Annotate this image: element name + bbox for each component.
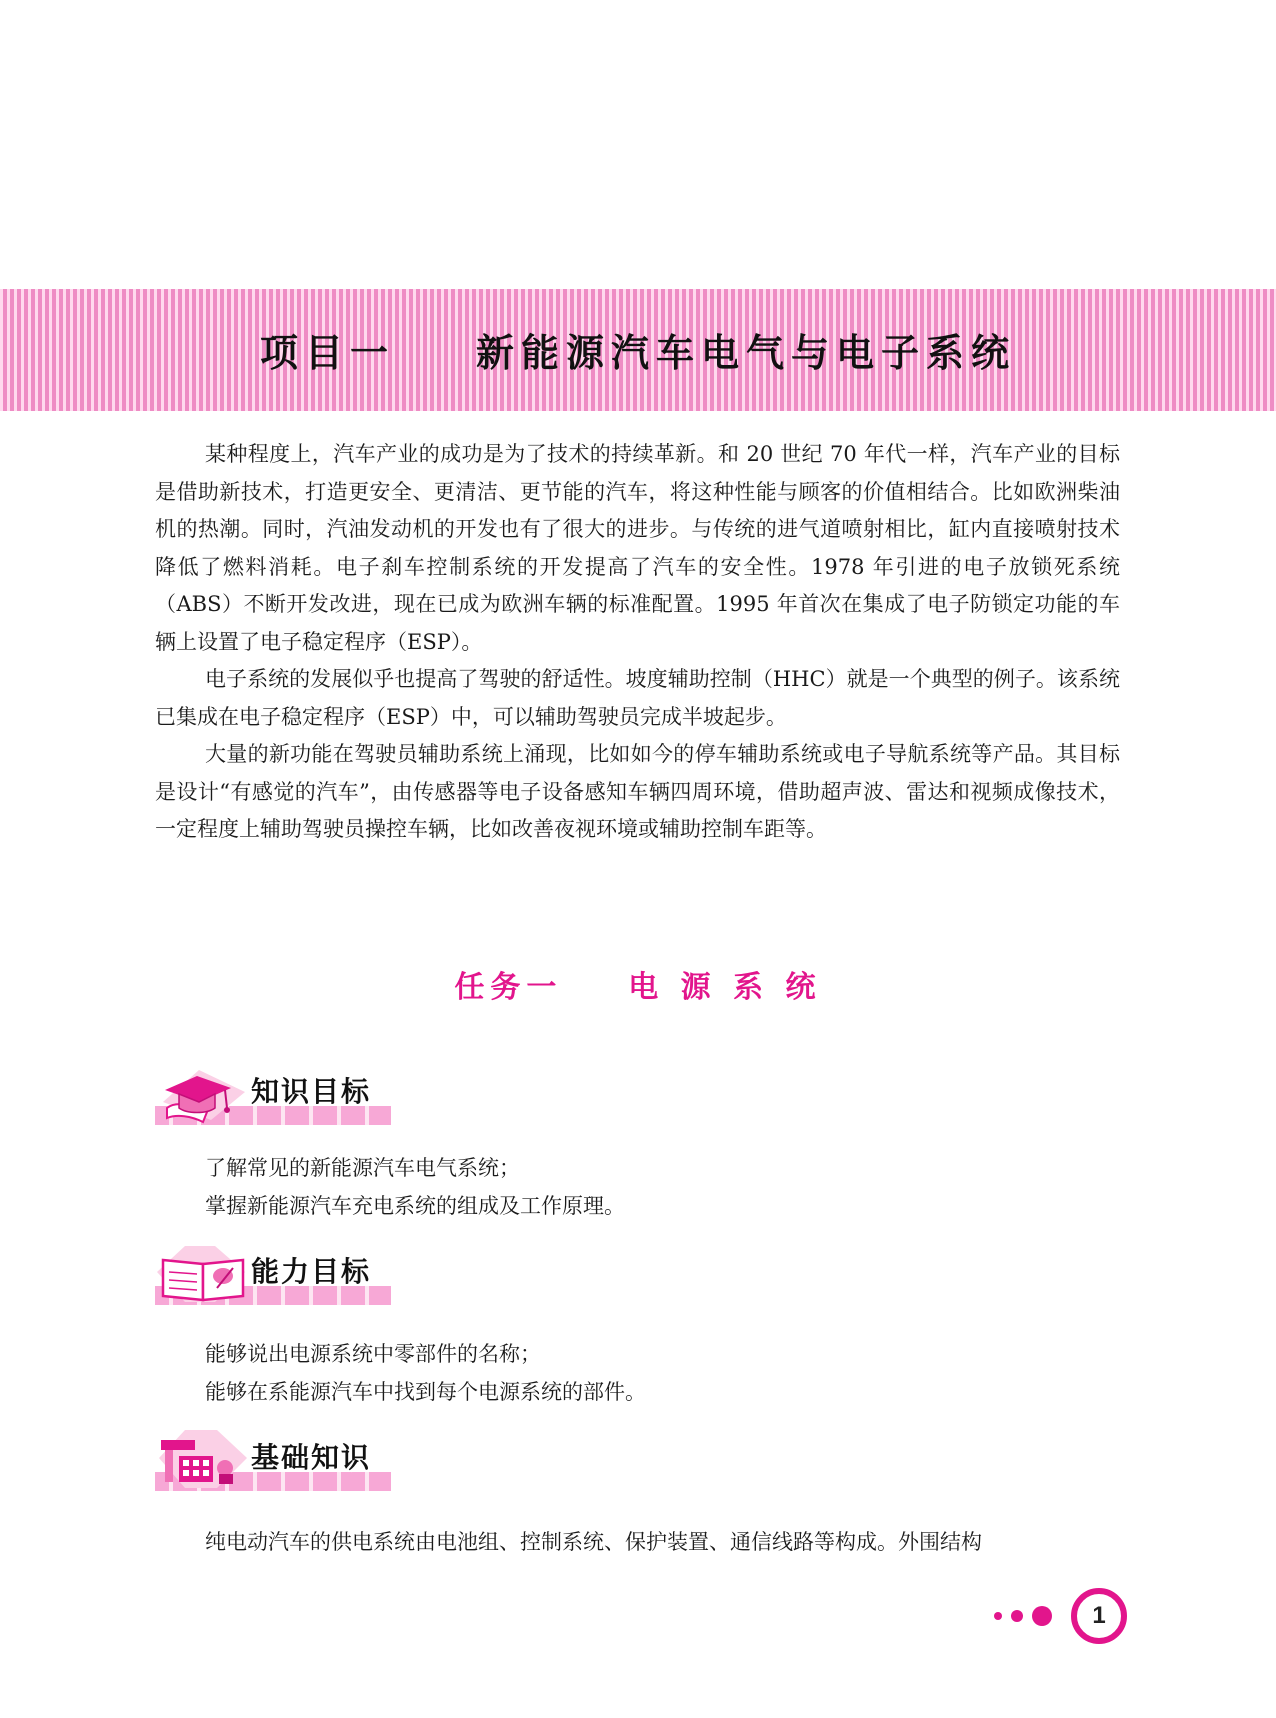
basic-knowledge-heading: 基础知识 bbox=[251, 1441, 372, 1474]
task-title: 任务一 电 源 系 统 bbox=[454, 970, 822, 1005]
basic-knowledge-text bbox=[155, 1524, 1120, 1562]
list-item: 了解常见的新能源汽车电气系统； bbox=[205, 1156, 520, 1180]
basic-knowledge-paragraph: 纯电动汽车的供电系统由电池组、控制系统、保护装置、通信线路等构成。外围结构 bbox=[205, 1530, 982, 1554]
knowledge-goals-header bbox=[155, 1062, 415, 1126]
open-book-icon bbox=[155, 1242, 253, 1306]
intro-text bbox=[155, 436, 1120, 849]
intro-paragraph-3: 大量的新功能在驾驶员辅助系统上涌现，比如如今的停车辅助系统或电子导航系统等产品。其目标是设计“有感觉的汽车”，由传感器等电子设备感知车辆四周环境，借助超声波、雷达和视频成像技术，一定程度上辅助驾驶员操控车辆，比如改善夜视环境或辅助控制车距等。 bbox=[155, 742, 1120, 841]
factory-icon bbox=[155, 1428, 253, 1492]
list-item: 能够在系能源汽车中找到每个电源系统的部件。 bbox=[205, 1379, 646, 1404]
intro-paragraph-1: 某种程度上，汽车产业的成功是为了技术的持续革新。和 20 世纪 70 年代一样，汽车产业的目标是借助新技术，打造更安全、更清洁、更节能的汽车，将这种性能与顾客的价值相结合。比如欧洲柴油机的热潮。同时，汽油发动机的开发也有了很大的进步。与传统的进气道喷射相比，缸内直接喷射技术降低了燃料消耗。电子刹车控制系统的开发提高了汽车的安全性。1978 年引进的电子放锁死系统（ABS）不断开发改进，现在已成为欧洲车辆的标准配置。1995 年首次在集成了电子防锁定功能的车辆上设置了电子稳定程序（ESP）。 bbox=[155, 442, 1120, 654]
list-item: 掌握新能源汽车充电系统的组成及工作原理。 bbox=[205, 1193, 625, 1218]
list-item: 能够说出电源系统中零部件的名称； bbox=[205, 1342, 541, 1366]
graduation-cap-icon bbox=[155, 1062, 253, 1126]
ability-goals-heading: 能力目标 bbox=[251, 1255, 372, 1288]
page-number: 1 bbox=[1092, 1602, 1106, 1629]
ability-goals-list bbox=[205, 1336, 646, 1411]
chapter-title: 项目一 新能源汽车电气与电子系统 bbox=[260, 331, 1016, 375]
basic-knowledge-header bbox=[155, 1428, 415, 1492]
ability-goals-header bbox=[155, 1242, 415, 1306]
knowledge-goals-list bbox=[205, 1150, 625, 1225]
knowledge-goals-heading: 知识目标 bbox=[251, 1075, 372, 1108]
intro-paragraph-2: 电子系统的发展似乎也提高了驾驶的舒适性。坡度辅助控制（HHC）就是一个典型的例子。该系统已集成在电子稳定程序（ESP）中，可以辅助驾驶员完成半坡起步。 bbox=[155, 667, 1120, 729]
